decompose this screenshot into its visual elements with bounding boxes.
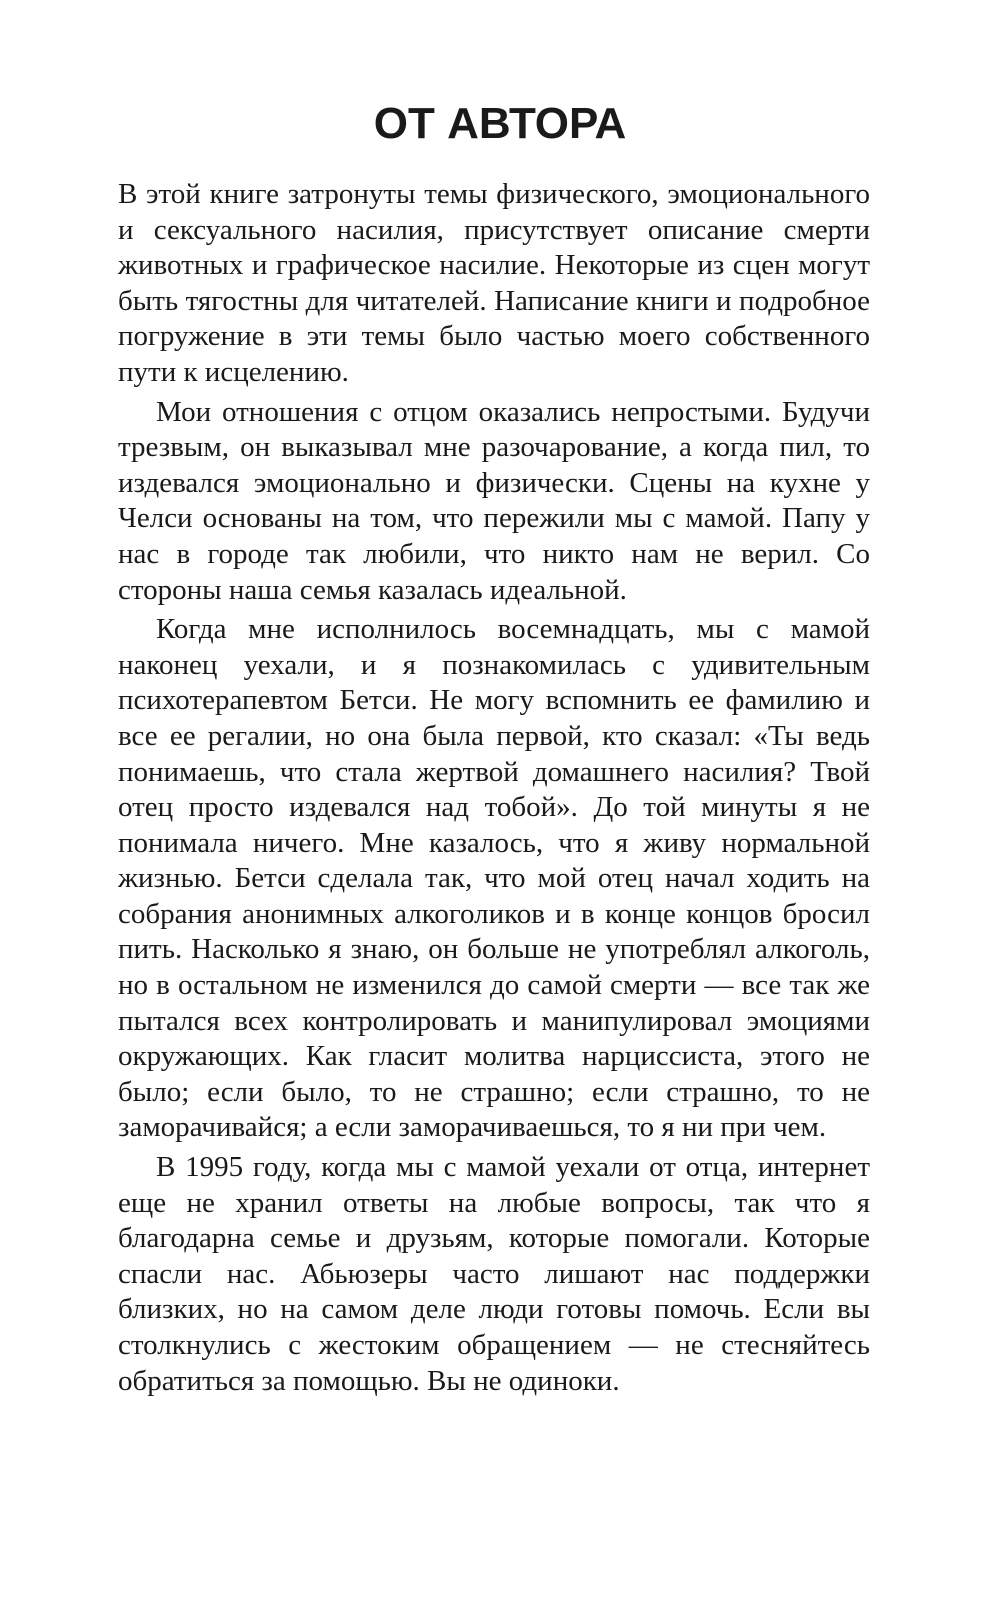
paragraph-1: В этой книге затронуты темы физического, эмоционального и сексуального насилия, присутствует описание смерти животных и графическое насилие. Некоторые из сцен могут быть тягостны для читателей. Написание книги и подробное погружение в эти темы было частью моего собственного пути к исцелению.: [118, 178, 870, 388]
page-title: ОТ АВТОРА: [373, 99, 627, 148]
body-text: [118, 177, 870, 1399]
paragraph-2: Мои отношения с отцом оказались непростыми. Будучи трезвым, он выказывал мне разочарование, а когда пил, то издевался эмоционально и физически. Сцены на кухне у Челси основаны на том, что пережили мы с мамой. Папу у нас в городе так любили, что никто нам не верил. Со стороны наша семья казалась идеальной.: [118, 395, 870, 606]
paragraph-3: Когда мне исполнилось восемнадцать, мы с мамой наконец уехали, и я познакомилась с удивительным психотерапевтом Бетси. Не могу вспомнить ее фамилию и все ее регалии, но она была первой, кто сказал: «Ты ведь понимаешь, что стала жертвой домашнего насилия? Твой отец просто издевался над тобой». До той минуты я не понимала ничего. Мне казалось, что я живу нормальной жизнью. Бетси сделала так, что мой отец начал ходить на собрания анонимных алкоголиков и в конце концов бросил пить. Насколько я знаю, он больше не употреблял алкоголь, но в остальном не изменился до самой смерти — все так же пытался всех контролировать и манипулировал эмоциями окружающих. Как гласит молитва нарциссиста, этого не было; если было, то не страшно; если страшно, то не заморачивайся; а если заморачиваешься, то я ни при чем.: [118, 613, 870, 1144]
paragraph-4: В 1995 году, когда мы с мамой уехали от отца, интернет еще не хранил ответы на любые вопросы, так что я благодарна семье и друзьям, которые помогали. Которые спасли нас. Абьюзеры часто лишают нас поддержки близких, но на самом деле люди готовы помочь. Если вы столкнулись с жестоким обращением — не стесняйтесь обратиться за помощью. Вы не одиноки.: [118, 1151, 870, 1397]
